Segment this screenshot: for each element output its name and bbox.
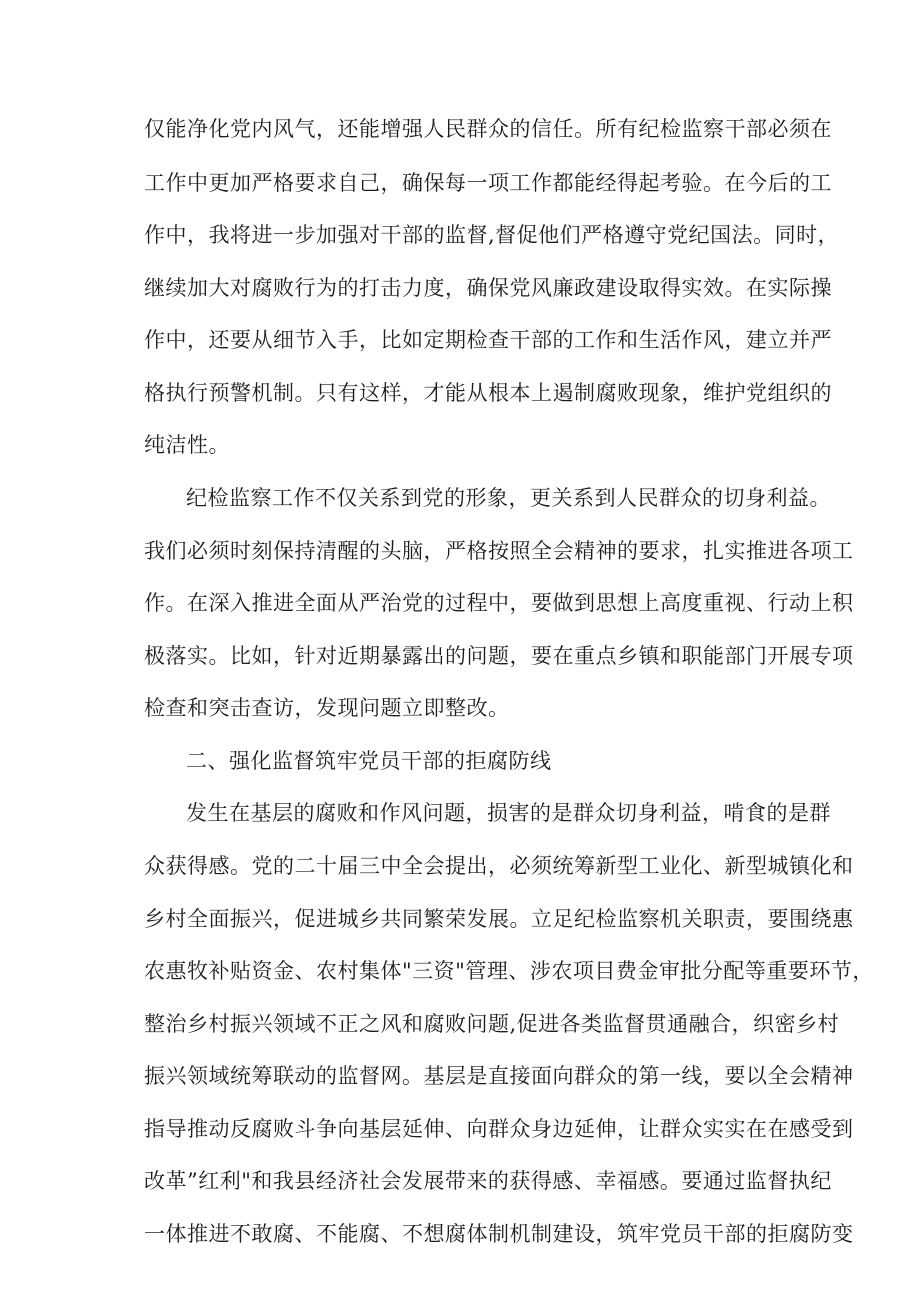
text-line: 格执行预警机制。只有这样，才能从根本上遏制腐败现象，维护党组织的 [144,381,832,405]
paragraph-first-line: 纪检监察工作不仅关系到党的形象，更关系到人民群众的切身利益。 [186,486,831,510]
text-line: 作。在深入推进全面从严治党的过程中，要做到思想上高度重视、行动上积 [144,591,854,615]
text-line: 指导推动反腐败斗争向基层延伸、向群众身边延伸，让群众实实在在感受到 [144,1117,854,1141]
text-line: 一体推进不敢腐、不能腐、不想腐体制机制建设，筑牢党员干部的拒腐防变 [144,1222,854,1246]
text-line: 整治乡村振兴领域不正之风和腐败问题,促进各类监督贯通融合，织密乡村 [144,1012,840,1036]
text-line: 农惠牧补贴资金、农村集体"三资"管理、涉农项目费金审批分配等重要环节， [144,959,874,983]
text-line: 继续加大对腐败行为的打击力度，确保党风廉政建设取得实效。在实际操 [144,276,832,300]
text-line: 检查和突击查访，发现问题立即整改。 [144,696,510,720]
section-heading: 二、强化监督筑牢党员干部的拒腐防线 [186,749,552,773]
text-line: 作中，我将进一步加强对干部的监督,督促他们严格遵守党纪国法。同时， [144,223,840,247]
text-line: 纯洁性。 [144,433,230,457]
text-line: 仅能净化党内风气，还能增强人民群众的信任。所有纪检监察干部必须在 [144,117,832,141]
text-line: 乡村全面振兴，促进城乡共同繁荣发展。立足纪检监察机关职责，要围绕惠 [144,907,854,931]
text-line: 作中，还要从细节入手，比如定期检查干部的工作和生活作风，建立并严 [144,328,832,352]
text-line: 极落实。比如，针对近期暴露出的问题，要在重点乡镇和职能部门开展专项 [144,644,854,668]
text-line: 我们必须时刻保持清醒的头脑，严格按照全会精神的要求，扎实推进各项工 [144,539,854,563]
paragraph-first-line: 发生在基层的腐败和作风问题，损害的是群众切身利益，啃食的是群 [186,801,831,825]
text-line: 众获得感。党的二十届三中全会提出，必须统筹新型工业化、新型城镇化和 [144,854,854,878]
text-line: 振兴领域统筹联动的监督网。基层是直接面向群众的第一线，要以全会精神 [144,1064,854,1088]
text-line: 改革”红利"和我县经济社会发展带来的获得感、幸福感。要通过监督执纪 [144,1169,832,1193]
text-line: 工作中更加严格要求自己，确保每一项工作都能经得起考验。在今后的工 [144,171,832,195]
